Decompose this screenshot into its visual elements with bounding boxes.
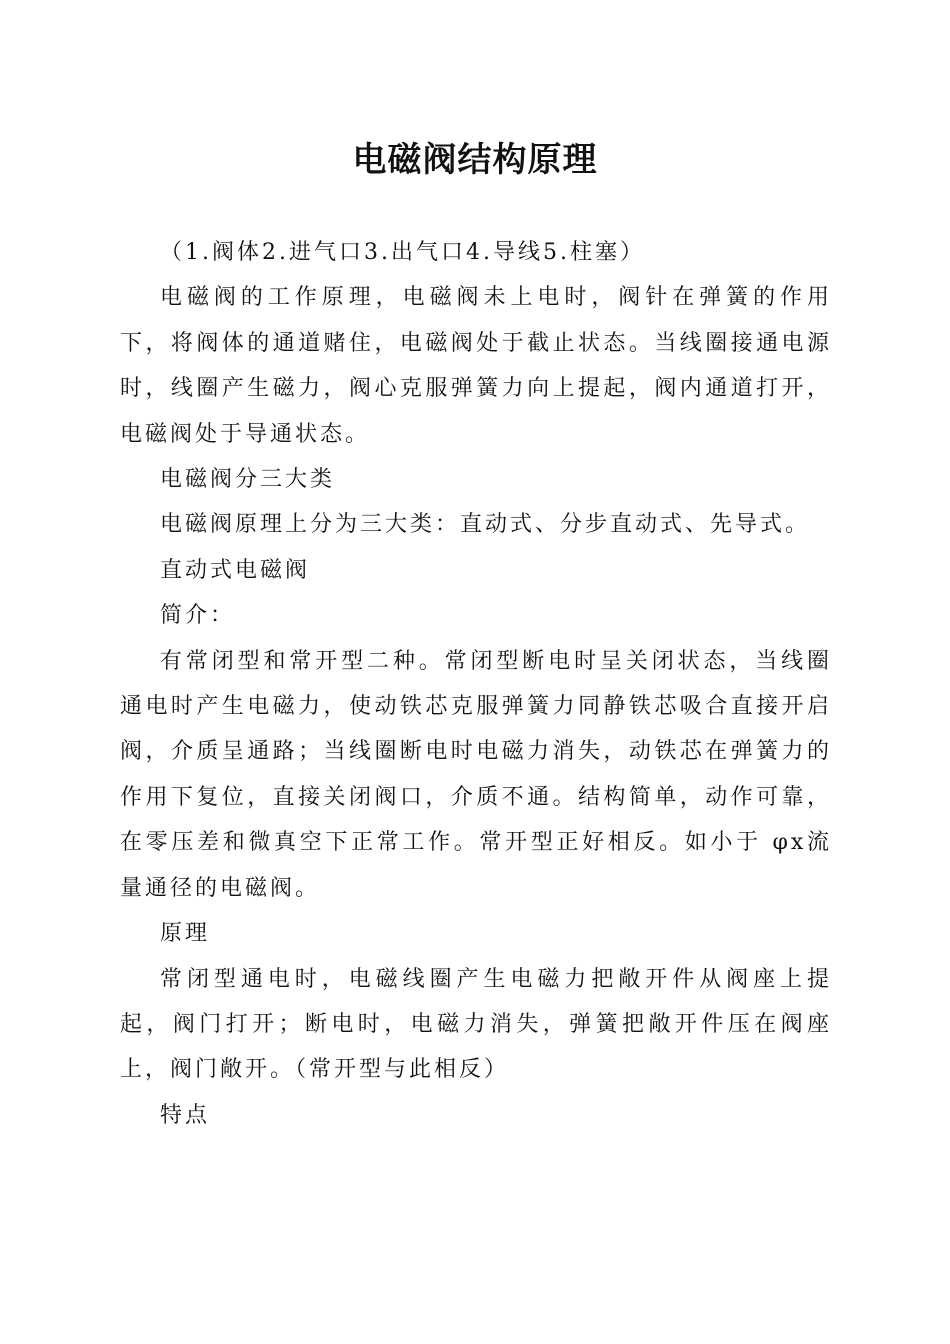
subheading-introduction: 简介： bbox=[160, 603, 236, 629]
subheading-features: 特点 bbox=[160, 1102, 211, 1128]
working-principle-paragraph: 电磁阀的工作原理，电磁阀未上电时，阀针在弹簧的作用下，将阀体的通道赌住，电磁阀处于截止状态。当线圈接通电源时，线圈产生磁力，阀心克服弹簧力向上提起，阀内通道打开，电磁阀处于导通状态。 bbox=[120, 285, 832, 447]
principle-paragraph: 常闭型通电时，电磁线圈产生电磁力把敞开件从阀座上提起，阀门打开；断电时，电磁力消失，弹簧把敞开件压在阀座上，阀门敞开。（常开型与此相反） bbox=[120, 966, 832, 1083]
section-heading-direct-acting: 直动式电磁阀 bbox=[160, 557, 311, 583]
document-body bbox=[120, 230, 832, 1138]
parts-legend: （1.阀体2.进气口3.出气口4.导线5.柱塞） bbox=[160, 240, 645, 265]
introduction-paragraph: 有常闭型和常开型二种。常闭型断电时呈关闭状态，当线圈通电时产生电磁力，使动铁芯克服弹簧力同静铁芯吸合直接开启阀，介质呈通路；当线圈断电时电磁力消失，动铁芯在弹簧力的作用下复位，直接关闭阀口，介质不通。结构简单，动作可靠，在零压差和微真空下正常工作。常开型正好相反。如小于 φx流量通径的电磁阀。 bbox=[120, 648, 832, 901]
document-title: 电磁阀结构原理 bbox=[352, 140, 598, 180]
section-heading-categories: 电磁阀分三大类 bbox=[160, 467, 336, 493]
categories-paragraph: 电磁阀原理上分为三大类：直动式、分步直动式、先导式。 bbox=[160, 512, 811, 538]
subheading-principle: 原理 bbox=[160, 921, 211, 947]
